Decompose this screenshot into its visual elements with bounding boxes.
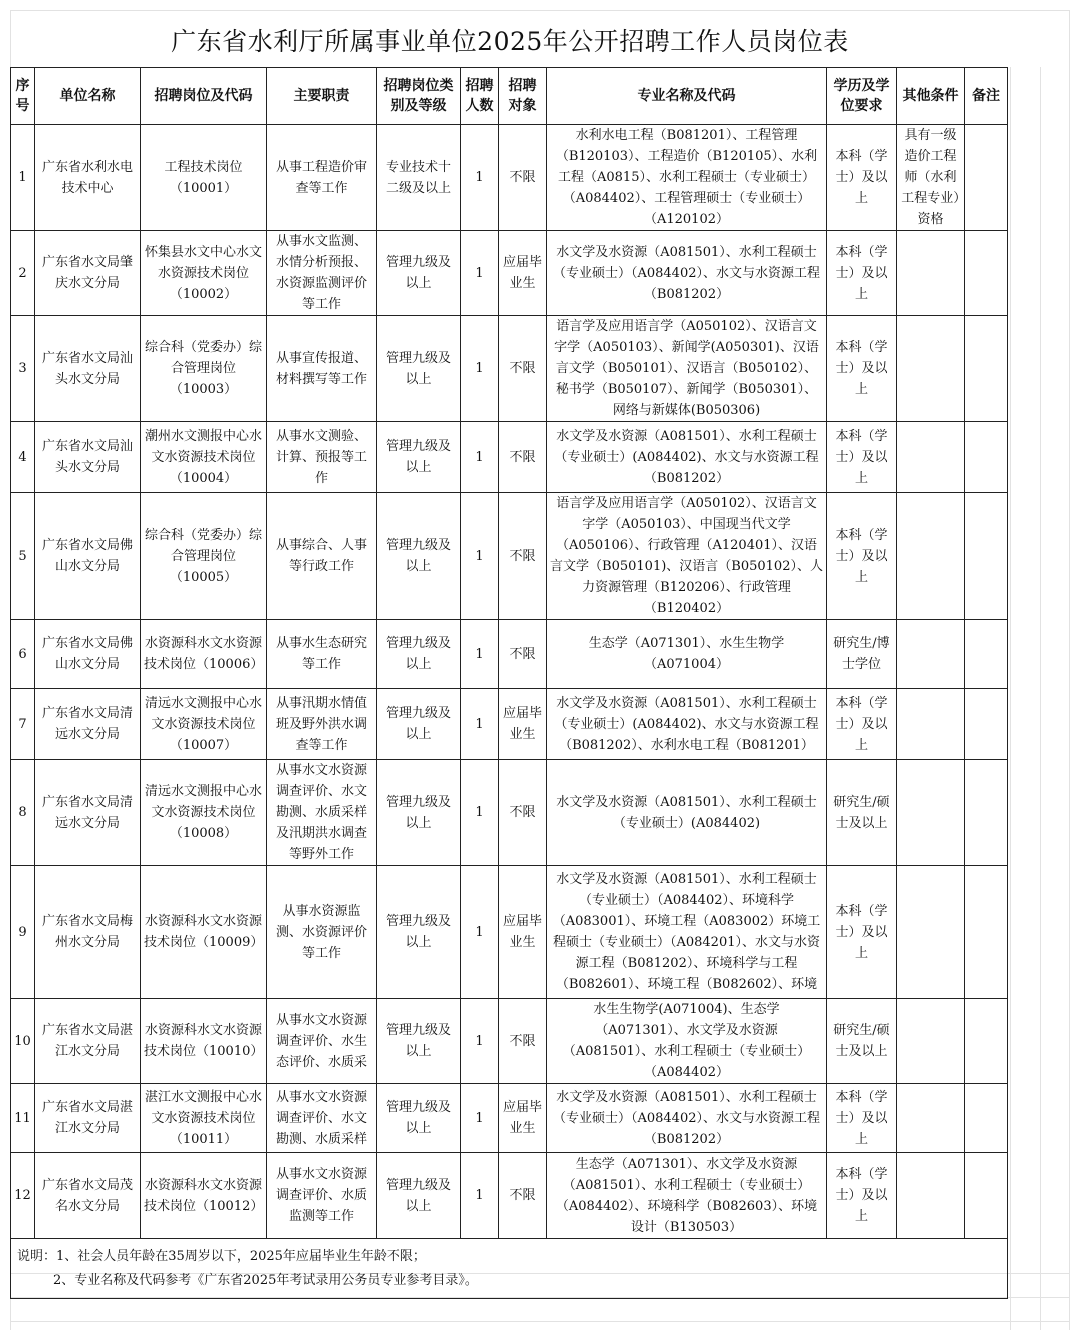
- cell-level: 管理九级及以上: [377, 422, 461, 493]
- cell-major: 水生生物学(A071004)、生态学（A071301）、水文学及水资源（A081501）、水利工程硕士（专业硕士）（A084402）: [547, 999, 827, 1084]
- table-row: [11, 125, 1008, 231]
- cell-unit: 广东省水文局汕头水文分局: [35, 316, 141, 422]
- header-remark: 备注: [965, 68, 1008, 125]
- cell-count: 1: [461, 231, 499, 316]
- cell-no: 12: [11, 1153, 35, 1239]
- cell-duty: 从事水文水资源调查评价、水生态评价、水质采: [267, 999, 377, 1084]
- cell-remark: [965, 999, 1008, 1084]
- cell-remark: [965, 620, 1008, 689]
- cell-edu: 本科（学士）及以上: [827, 316, 897, 422]
- cell-major: 水文学及水资源（A081501）、水利工程硕士（专业硕士）（A084402）、水文与水资源工程（B081202）: [547, 231, 827, 316]
- header-row: [11, 68, 1008, 125]
- cell-level: 管理九级及以上: [377, 689, 461, 760]
- cell-other: [897, 999, 965, 1084]
- cell-duty: 从事水文水资源调查评价、水文勘测、水质采样: [267, 1084, 377, 1153]
- cell-target: 不限: [499, 422, 547, 493]
- cell-target: 不限: [499, 316, 547, 422]
- table-row: [11, 689, 1008, 760]
- cell-no: 9: [11, 866, 35, 999]
- cell-edu: 研究生/硕士及以上: [827, 999, 897, 1084]
- cell-post: 工程技术岗位（10001）: [141, 125, 267, 231]
- cell-post: 综合科（党委办）综合管理岗位（10005）: [141, 493, 267, 620]
- cell-major: 水文学及水资源（A081501）、水利工程硕士（专业硕士）（A084402）、水文与水资源工程（B081202）: [547, 1084, 827, 1153]
- cell-other: [897, 1084, 965, 1153]
- notes-row: [11, 1239, 1008, 1299]
- cell-remark: [965, 760, 1008, 866]
- cell-major: 水文学及水资源（A081501）、水利工程硕士（专业硕士）(A084402): [547, 760, 827, 866]
- cell-count: 1: [461, 1084, 499, 1153]
- cell-no: 6: [11, 620, 35, 689]
- cell-post: 水资源科水文水资源技术岗位（10009）: [141, 866, 267, 999]
- gridline: [1069, 10, 1070, 1330]
- cell-post: 水资源科水文水资源技术岗位（10006）: [141, 620, 267, 689]
- cell-target: 不限: [499, 760, 547, 866]
- cell-unit: 广东省水文局佛山水文分局: [35, 620, 141, 689]
- gridline: [10, 1321, 1070, 1322]
- cell-target: 不限: [499, 125, 547, 231]
- cell-target: 应届毕业生: [499, 866, 547, 999]
- cell-remark: [965, 1153, 1008, 1239]
- cell-no: 10: [11, 999, 35, 1084]
- header-count: 招聘人数: [461, 68, 499, 125]
- cell-level: 管理九级及以上: [377, 620, 461, 689]
- cell-post: 怀集县水文中心水文水资源技术岗位（10002）: [141, 231, 267, 316]
- cell-remark: [965, 316, 1008, 422]
- table-row: [11, 620, 1008, 689]
- cell-count: 1: [461, 760, 499, 866]
- cell-unit: 广东省水文局清远水文分局: [35, 760, 141, 866]
- cell-edu: 本科（学士）及以上: [827, 493, 897, 620]
- note-line: 说明：1、社会人员年龄在35周岁以下，2025年应届毕业生年龄不限；: [17, 1248, 426, 1264]
- cell-no: 5: [11, 493, 35, 620]
- table-row: [11, 760, 1008, 866]
- cell-duty: 从事水文测验、计算、预报等工作: [267, 422, 377, 493]
- cell-other: [897, 316, 965, 422]
- cell-target: 应届毕业生: [499, 689, 547, 760]
- cell-post: 水资源科水文水资源技术岗位（10010）: [141, 999, 267, 1084]
- cell-major: 语言学及应用语言学（A050102）、汉语言文字学（A050103）、新闻学(A050301)、汉语言文学（B050101）、汉语言（B050102）、秘书学（B050107）、新闻学（B050301）、网络与新媒体(B050306): [547, 316, 827, 422]
- cell-other: [897, 620, 965, 689]
- header-post: 招聘岗位及代码: [141, 68, 267, 125]
- cell-major: 语言学及应用语言学（A050102）、汉语言文字学（A050103）、中国现当代文学（A050106）、行政管理（A120401）、汉语言文学（B050101)、汉语言（B050102）、人力资源管理（B120206）、行政管理（B120402）: [547, 493, 827, 620]
- cell-remark: [965, 493, 1008, 620]
- cell-duty: 从事工程造价审查等工作: [267, 125, 377, 231]
- cell-other: [897, 422, 965, 493]
- cell-unit: 广东省水文局肇庆水文分局: [35, 231, 141, 316]
- cell-count: 1: [461, 620, 499, 689]
- cell-no: 2: [11, 231, 35, 316]
- recruitment-table: [10, 67, 1008, 1299]
- cell-major: 水利水电工程（B081201）、工程管理（B120103）、工程造价（B120105）、水利工程（A0815）、水利工程硕士（专业硕士）（A084402）、工程管理硕士（专业硕士）（A120102）: [547, 125, 827, 231]
- cell-no: 3: [11, 316, 35, 422]
- cell-target: 应届毕业生: [499, 231, 547, 316]
- cell-duty: 从事水文水资源调查评价、水质监测等工作: [267, 1153, 377, 1239]
- cell-target: 不限: [499, 493, 547, 620]
- cell-unit: 广东省水文局湛江水文分局: [35, 1084, 141, 1153]
- cell-post: 清远水文测报中心水文水资源技术岗位（10008）: [141, 760, 267, 866]
- cell-major: 生态学（A071301）、水生生物学（A071004）: [547, 620, 827, 689]
- cell-count: 1: [461, 493, 499, 620]
- header-no: 序号: [11, 68, 35, 125]
- cell-unit: 广东省水文局汕头水文分局: [35, 422, 141, 493]
- header-target: 招聘对象: [499, 68, 547, 125]
- cell-level: 管理九级及以上: [377, 999, 461, 1084]
- cell-edu: 本科（学士）及以上: [827, 125, 897, 231]
- gridline: [10, 10, 1070, 11]
- cell-duty: 从事水文监测、水情分析预报、水资源监测评价等工作: [267, 231, 377, 316]
- cell-remark: [965, 866, 1008, 999]
- cell-post: 清远水文测报中心水文水资源技术岗位（10007）: [141, 689, 267, 760]
- cell-remark: [965, 689, 1008, 760]
- cell-count: 1: [461, 866, 499, 999]
- table-row: [11, 231, 1008, 316]
- cell-count: 1: [461, 125, 499, 231]
- cell-edu: 本科（学士）及以上: [827, 1084, 897, 1153]
- table-row: [11, 316, 1008, 422]
- table-row: [11, 1084, 1008, 1153]
- cell-post: 综合科（党委办）综合管理岗位（10003）: [141, 316, 267, 422]
- cell-level: 管理九级及以上: [377, 1084, 461, 1153]
- table-row: [11, 999, 1008, 1084]
- cell-unit: 广东省水文局茂名水文分局: [35, 1153, 141, 1239]
- cell-edu: 研究生/硕士及以上: [827, 760, 897, 866]
- cell-other: 具有一级造价工程师（水利工程专业）资格: [897, 125, 965, 231]
- gridline: [1040, 67, 1041, 1330]
- cell-post: 潮州水文测报中心水文水资源技术岗位（10004）: [141, 422, 267, 493]
- cell-target: 不限: [499, 620, 547, 689]
- cell-no: 11: [11, 1084, 35, 1153]
- cell-other: [897, 689, 965, 760]
- cell-other: [897, 760, 965, 866]
- cell-no: 8: [11, 760, 35, 866]
- cell-major: 生态学（A071301）、水文学及水资源（A081501）、水利工程硕士（专业硕士）（A084402）、环境科学（B082603）、环境设计（B130503）: [547, 1153, 827, 1239]
- cell-count: 1: [461, 316, 499, 422]
- table-row: [11, 493, 1008, 620]
- gridline: [1010, 67, 1011, 1330]
- cell-level: 管理九级及以上: [377, 493, 461, 620]
- cell-no: 1: [11, 125, 35, 231]
- cell-edu: 研究生/博士学位: [827, 620, 897, 689]
- cell-duty: 从事水资源监测、水资源评价等工作: [267, 866, 377, 999]
- note-line: 2、专业名称及代码参考《广东省2025年考试录用公务员专业参考目录》。: [53, 1272, 478, 1288]
- cell-duty: 从事水生态研究等工作: [267, 620, 377, 689]
- cell-level: 管理九级及以上: [377, 231, 461, 316]
- cell-duty: 从事宣传报道、材料撰写等工作: [267, 316, 377, 422]
- cell-duty: 从事水文水资源调查评价、水文勘测、水质采样及汛期洪水调查等野外工作: [267, 760, 377, 866]
- cell-edu: 本科（学士）及以上: [827, 689, 897, 760]
- table-row: [11, 422, 1008, 493]
- cell-edu: 本科（学士）及以上: [827, 1153, 897, 1239]
- cell-count: 1: [461, 422, 499, 493]
- cell-unit: 广东省水文局佛山水文分局: [35, 493, 141, 620]
- header-level: 招聘岗位类别及等级: [377, 68, 461, 125]
- cell-other: [897, 493, 965, 620]
- cell-other: [897, 231, 965, 316]
- cell-major: 水文学及水资源（A081501）、水利工程硕士（专业硕士）（A084402）、环境科学（A083001）、环境工程（A083002）环境工程硕士（专业硕士）（A084201）、水文与水资源工程（B081202）、环境科学与工程（B082601）、环境工程（B082602）、环境: [547, 866, 827, 999]
- notes-cell: [11, 1239, 1008, 1299]
- cell-count: 1: [461, 1153, 499, 1239]
- cell-unit: 广东省水文局湛江水文分局: [35, 999, 141, 1084]
- cell-count: 1: [461, 999, 499, 1084]
- cell-unit: 广东省水文局梅州水文分局: [35, 866, 141, 999]
- cell-edu: 本科（学士）及以上: [827, 866, 897, 999]
- header-major: 专业名称及代码: [547, 68, 827, 125]
- spreadsheet-sheet: [10, 10, 1070, 1330]
- header-duty: 主要职责: [267, 68, 377, 125]
- cell-edu: 本科（学士）及以上: [827, 231, 897, 316]
- cell-level: 管理九级及以上: [377, 866, 461, 999]
- cell-duty: 从事汛期水情值班及野外洪水调查等工作: [267, 689, 377, 760]
- cell-other: [897, 866, 965, 999]
- cell-post: 湛江水文测报中心水文水资源技术岗位（10011）: [141, 1084, 267, 1153]
- cell-remark: [965, 422, 1008, 493]
- cell-unit: 广东省水文局清远水文分局: [35, 689, 141, 760]
- cell-level: 专业技术十二级及以上: [377, 125, 461, 231]
- cell-duty: 从事综合、人事等行政工作: [267, 493, 377, 620]
- cell-no: 7: [11, 689, 35, 760]
- cell-remark: [965, 231, 1008, 316]
- cell-major: 水文学及水资源（A081501）、水利工程硕士（专业硕士）(A084402)、水文与水资源工程（B081202）、水利水电工程（B081201）: [547, 689, 827, 760]
- page-title: 广东省水利厅所属事业单位2025年公开招聘工作人员岗位表: [171, 27, 849, 56]
- cell-level: 管理九级及以上: [377, 316, 461, 422]
- cell-other: [897, 1153, 965, 1239]
- cell-unit: 广东省水利水电技术中心: [35, 125, 141, 231]
- table-row: [11, 866, 1008, 999]
- header-unit: 单位名称: [35, 68, 141, 125]
- cell-no: 4: [11, 422, 35, 493]
- cell-post: 水资源科水文水资源技术岗位（10012）: [141, 1153, 267, 1239]
- table-row: [11, 1153, 1008, 1239]
- cell-target: 不限: [499, 1153, 547, 1239]
- cell-target: 不限: [499, 999, 547, 1084]
- cell-remark: [965, 125, 1008, 231]
- cell-major: 水文学及水资源（A081501）、水利工程硕士（专业硕士）(A084402)、水文与水资源工程（B081202）: [547, 422, 827, 493]
- cell-level: 管理九级及以上: [377, 1153, 461, 1239]
- header-other: 其他条件: [897, 68, 965, 125]
- cell-edu: 本科（学士）及以上: [827, 422, 897, 493]
- cell-level: 管理九级及以上: [377, 760, 461, 866]
- cell-remark: [965, 1084, 1008, 1153]
- cell-count: 1: [461, 689, 499, 760]
- header-edu: 学历及学位要求: [827, 68, 897, 125]
- cell-target: 应届毕业生: [499, 1084, 547, 1153]
